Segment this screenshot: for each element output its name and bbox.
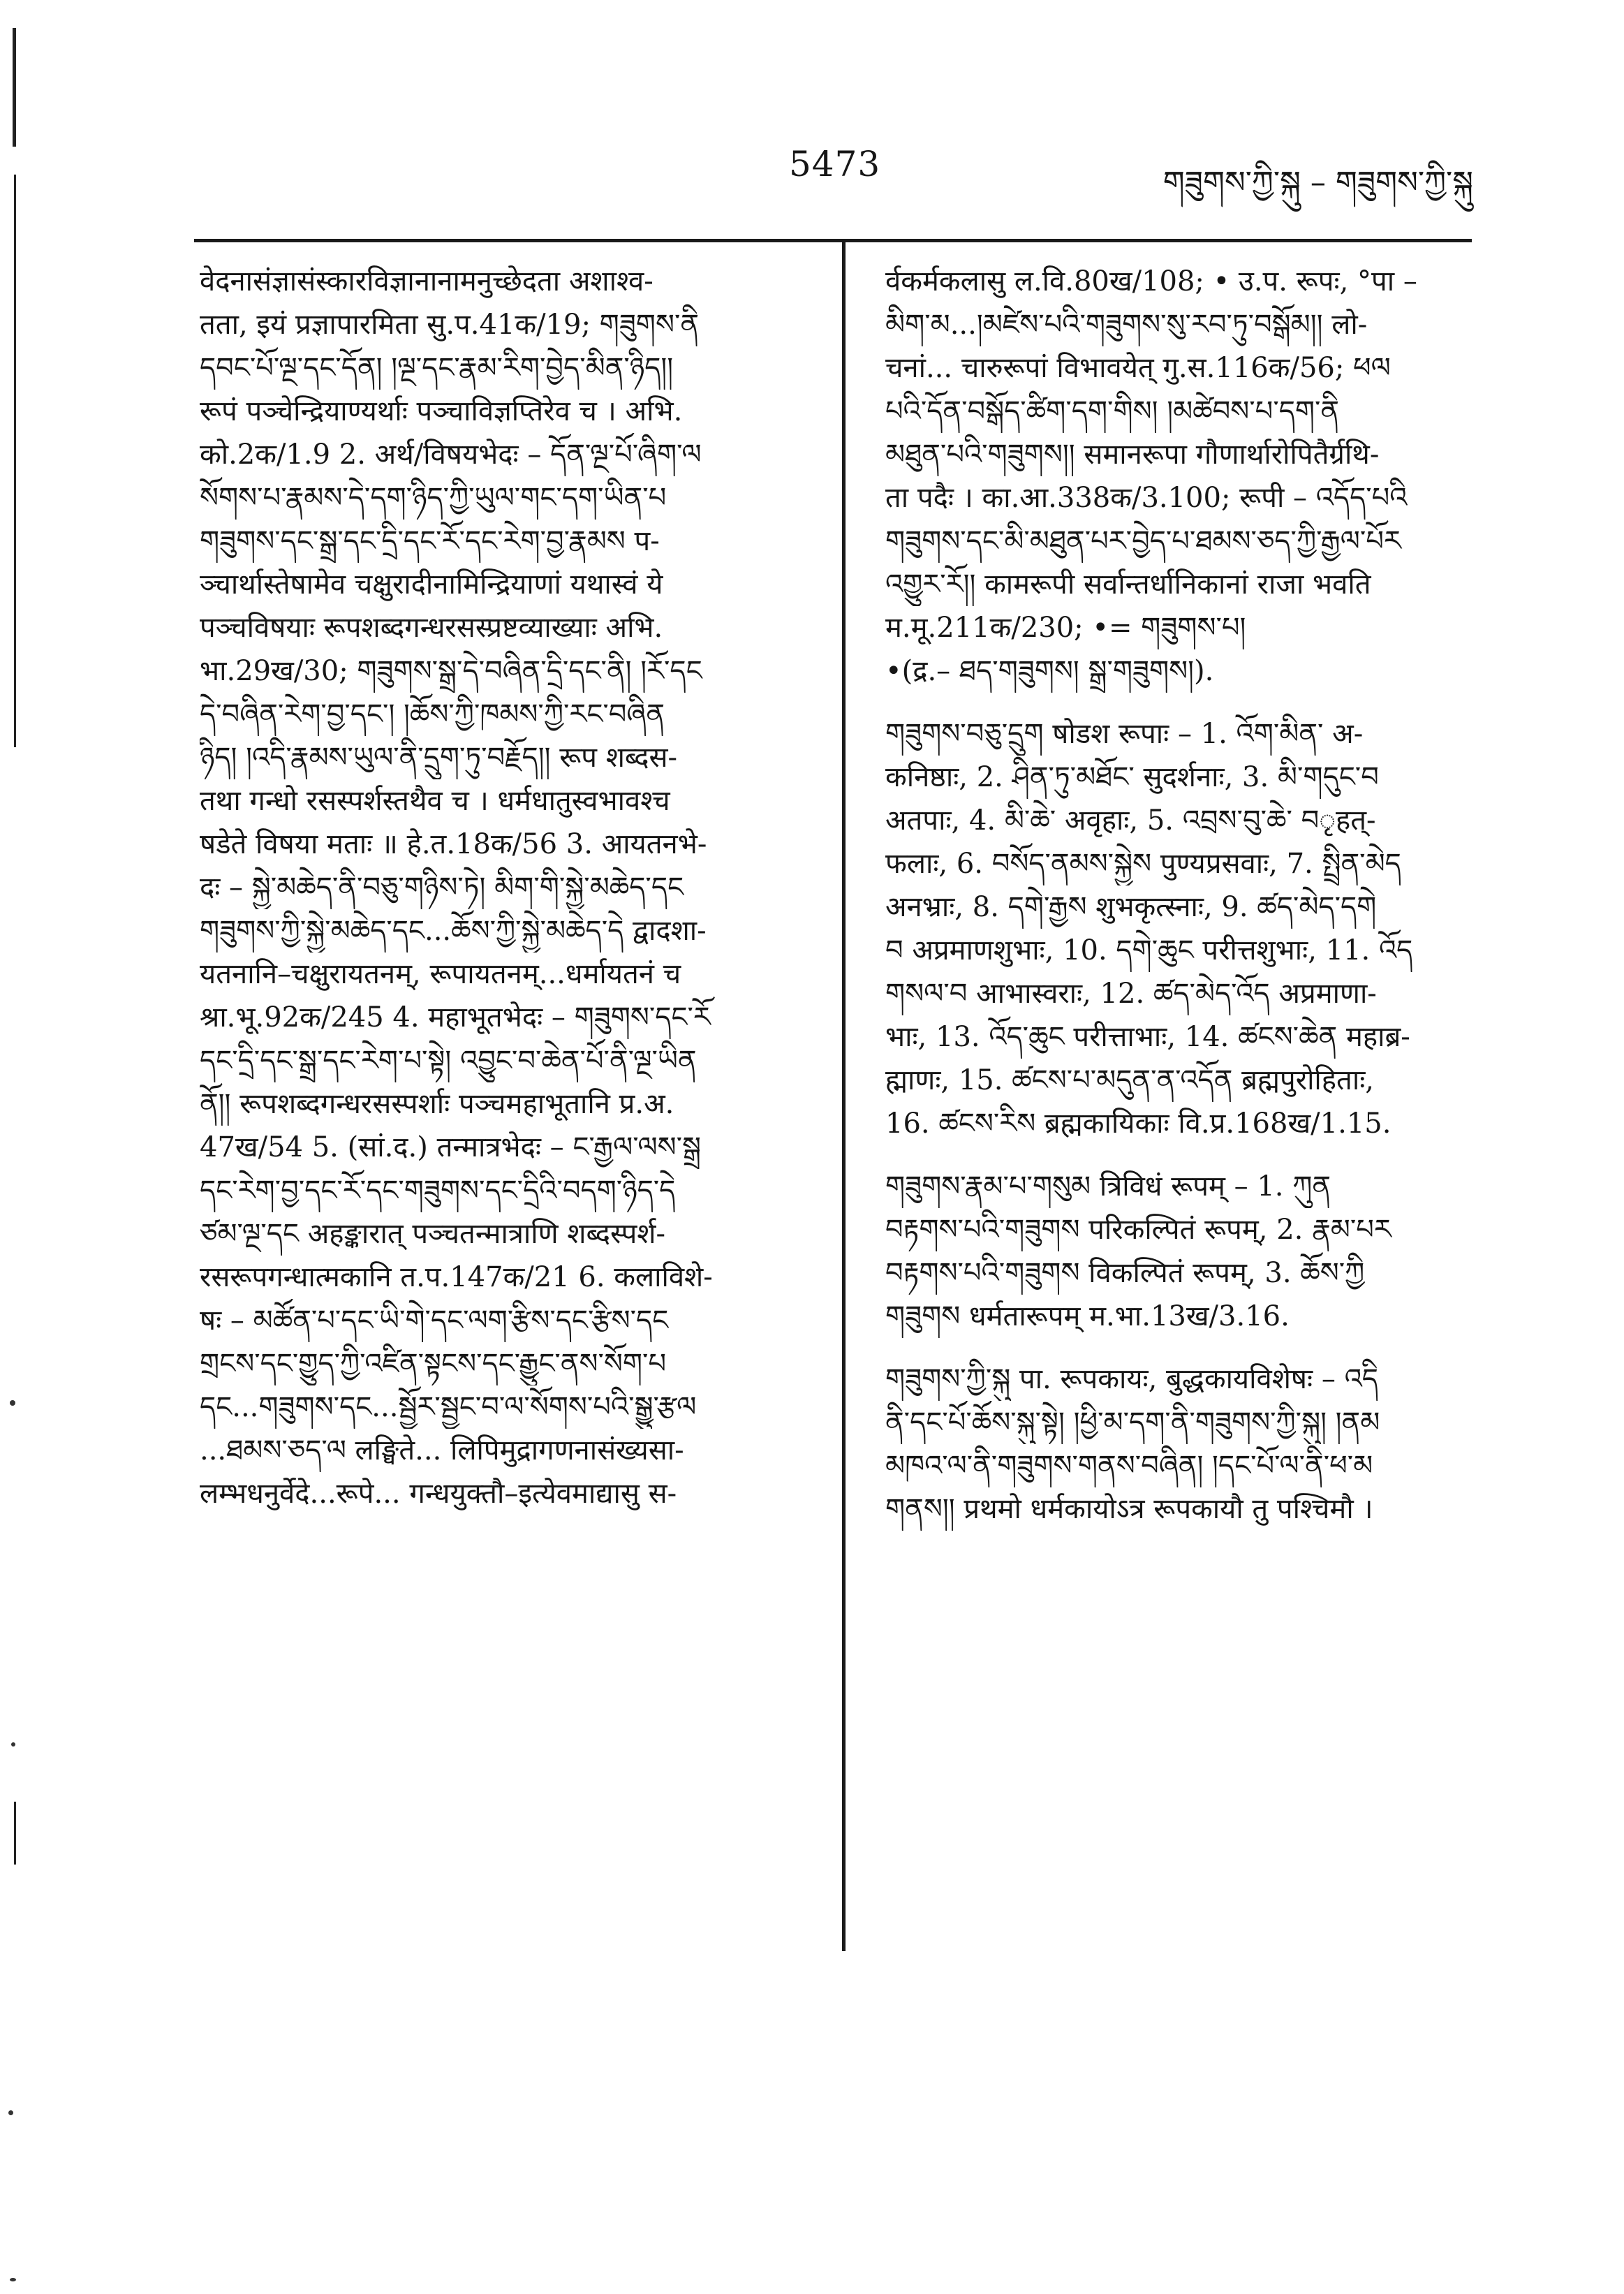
text-line: म.मू.211क/230; •= གཟུགས་པ། <box>885 612 1246 644</box>
text-line: གནས།། प्रथमो धर्मकायोऽत्र रूपकायौ तु पश्चिमौ । <box>885 1493 1373 1525</box>
column-divider <box>842 240 846 1951</box>
text-line: གཟུགས་དང་མི་མཐུན་པར་བྱེད་པ་ཐམས་ཅད་ཀྱི་རྒྱལ་པོར <box>885 525 1401 557</box>
text-line: ནོ།། रूपशब्दगन्धरसस्पर्शाः पञ्चमहाभूतानि प्र.अ. <box>200 1088 674 1120</box>
text-line: अतपाः, 4. མི་ཆེ་ अवृहाः, 5. འབྲས་བུ་ཆེ་ བृहत्- <box>885 804 1376 837</box>
entry-sixteen-forms <box>885 712 1477 1145</box>
text-line: रूपं पञ्चेन्द्रियाण्यर्थाः पञ्चाविज्ञप्तिरेव च । अभि. <box>200 395 683 427</box>
text-line: यतनानि–चक्षुरायतनम्, रूपायतनम्...धर्मायतनं च <box>200 958 681 990</box>
text-line: སོགས་པ་རྣམས་དེ་དག་ཉིད་ཀྱི་ཡུལ་གང་དག་ཡིན་པ <box>200 482 667 514</box>
text-line: रसरूपगन्धात्मकानि त.प.147क/21 6. कलाविशे- <box>200 1261 713 1293</box>
scan-speck <box>8 2110 13 2115</box>
text-line: ནི་དང་པོ་ཆོས་སྐུ་སྟེ། །ཕྱི་མ་དག་ནི་གཟུགས་ཀྱི་སྐུ། །ནམ <box>885 1406 1380 1439</box>
text-line: ...ཐམས་ཅད་ལ लङ्घिते... लिपिमुद्रागणनासंख्यसा- <box>200 1434 684 1466</box>
text-line: भाः, 13. འོད་ཆུང परीत्ताभाः, 14. ཚངས་ཆེན महाब्र- <box>885 1021 1410 1053</box>
text-line: དང་རེག་བྱ་དང་རོ་དང་གཟུགས་དང་དྲིའི་བདག་ཉིད་དེ <box>200 1175 676 1207</box>
scan-speck <box>10 2278 16 2281</box>
text-line: གཟུགས་ཀྱི་སྐུ पा. रूपकायः, बुद्धकायविशेषः – འདི <box>885 1363 1378 1395</box>
scan-edge-mark <box>14 1802 16 1865</box>
text-line: མཁའ་ལ་ནི་གཟུགས་གནས་བཞིན། །དང་པོ་ལ་ནི་ཕ་མ <box>885 1450 1373 1482</box>
text-line: མིག་མ...།མཛེས་པའི་གཟུགས་སུ་རབ་ཏུ་བསྒོམ།། लो- <box>885 309 1368 341</box>
text-line: ཉིད། །འདི་རྣམས་ཡུལ་ནི་དྲུག་ཏུ་བརྗོད།། रूप शब्दस- <box>200 742 678 774</box>
text-line: अनभ्राः, 8. དགེ་རྒྱས शुभकृत्स्नाः, 9. ཚད་མེད་དགེ <box>885 891 1377 923</box>
scan-edge-mark <box>14 175 16 747</box>
text-line: तता, इयं प्रज्ञापारमिता सु.प.41क/19; གཟུགས་ནི <box>200 309 700 341</box>
text-line: བ अप्रमाणशुभाः, 10. དགེ་ཆུང परीत्तशुभाः, 11. འོད <box>885 934 1413 966</box>
text-line: पञ्चविषयाः रूपशब्दगन्धरसस्प्रष्टव्याख्याः अभि. <box>200 612 663 644</box>
text-line: བརྟགས་པའི་གཟུགས विकल्पितं रूपम्, 3. ཆོས་ཀྱི <box>885 1257 1365 1289</box>
text-line: གསལ་བ आभास्वराः, 12. ཚད་མེད་འོད अप्रमाणा- <box>885 978 1377 1010</box>
text-line: དང...གཟུགས་དང...སྦྱོར་སྦྱང་བ་ལ་སོགས་པའི་སྒྱུ་རྩལ <box>200 1391 697 1423</box>
text-line: ह्माणः, 15. ཚངས་པ་མདུན་ན་འདོན ब्रह्मपुरोहिताः, <box>885 1064 1374 1096</box>
running-head: གཟུགས་ཀྱི་སྐུ – གཟུགས་ཀྱི་སྐུ <box>1162 165 1473 200</box>
text-line: श्रा.भू.92क/245 4. महाभूतभेदः – གཟུགས་དང་རོ <box>200 1001 711 1034</box>
text-line: दः – སྐྱེ་མཆེད་ནི་བཅུ་གཉིས་ཏེ། མིག་གི་སྐྱེ་མཆེད་དང <box>200 872 684 904</box>
entry-three-forms <box>885 1165 1477 1338</box>
text-line: གཟུགས་བཅུ་དྲུག षोडश रूपाः – 1. འོག་མིན་ अ- <box>885 718 1364 750</box>
scan-speck <box>10 1400 15 1406</box>
text-line: चनां... चारुरूपां विभावयेत् गु.स.116क/56; ཕལ <box>885 352 1391 384</box>
entry-continuation <box>885 260 1477 693</box>
text-line: པའི་དོན་བསྒོད་ཚིག་དག་གིས། །མཚེབས་པ་དག་ནི <box>885 395 1340 427</box>
page-number: 5473 <box>789 144 881 184</box>
text-line: फलाः, 6. བསོད་ནམས་སྐྱེས पुण्यप्रसवाः, 7. སྤྲིན་མེད <box>885 848 1401 880</box>
right-column <box>885 260 1477 1531</box>
text-line: 47ख/54 5. (सां.द.) तन्मात्रभेदः – ང་རྒྱལ་ལས་སྒྲ <box>200 1131 702 1163</box>
text-line: གཟུགས་རྣམ་པ་གསུམ त्रिविधं रूपम् – 1. ཀུན <box>885 1170 1331 1203</box>
text-line: 16. ཚངས་རིས ब्रह्मकायिकाः वि.प्र.168ख/1.15. <box>885 1108 1392 1140</box>
text-line: དེ་བཞིན་རེག་བྱ་དང་། །ཆོས་ཀྱི་ཁམས་ཀྱི་རང་བཞིན <box>200 698 665 730</box>
text-line: ता पदैः । का.आ.338क/3.100; रूपी – འདོད་པའི <box>885 482 1408 514</box>
text-line: को.2क/1.9 2. अर्थ/विषयभेदः – དོན་ལྔ་པོ་ཞིག་ལ <box>200 439 702 471</box>
text-line: भा.29ख/30; གཟུགས་སྒྲ་དེ་བཞིན་དྲི་དང་ནི། །རོ་དང <box>200 655 702 687</box>
text-line: མཐུན་པའི་གཟུགས།། समानरूपा गौणार्थारोपितैर्ग्रथि- <box>885 439 1380 471</box>
text-line: གཟུགས་ཀྱི་སྐྱེ་མཆེད་དང...ཆོས་ཀྱི་སྐྱེ་མཆེད་དེ द्वादशा- <box>200 915 707 947</box>
text-line: གཟུགས धर्मतारूपम् म.भा.13ख/3.16. <box>885 1300 1290 1332</box>
text-line: གཟུགས་དང་སྒྲ་དང་དྲི་དང་རོ་དང་རེག་བྱ་རྣམས प- <box>200 525 660 557</box>
text-line: लम्भधनुर्वेदे...रूपे... गन्धयुक्तौ–इत्येवमाद्यासु स- <box>200 1478 677 1510</box>
text-line: षडेते विषया मताः ॥ हे.त.18क/56 3. आयतनभे- <box>200 828 707 860</box>
text-line: གྲངས་དང་གྱུད་ཀྱི་འཛིན་སྟངས་དང་རྒྱུང་ནས་སོག་པ <box>200 1348 667 1380</box>
text-line: तथा गन्धो रसस्पर्शस्तथैव च । धर्मधातुस्वभावश्च <box>200 785 670 817</box>
text-line: དབང་པོ་ལྔ་དང་དོན། །ལྔ་དང་རྣམ་རིག་བྱེད་མིན་ཉིད།། <box>200 352 674 384</box>
entry-form-body <box>885 1358 1477 1531</box>
text-line: कनिष्ठाः, 2. ཤིན་ཏུ་མཐོང་ सुदर्शनाः, 3. མི་གདུང་བ <box>885 761 1379 793</box>
text-line: षः – མཚོན་པ་དང་ཡི་གེ་དང་ལག་རྩིས་དང་རྩིས་དང <box>200 1304 669 1337</box>
header-rule <box>194 239 1472 242</box>
text-line: བརྟགས་པའི་གཟུགས परिकल्पितं रूपम्, 2. རྣམ་པར <box>885 1214 1392 1246</box>
text-line: དང་དྲི་དང་སྒྲ་དང་རེག་པ་སྟེ། འབྱུང་བ་ཆེན་པོ་ནི་ལྔ་ཡིན <box>200 1045 697 1077</box>
left-column <box>200 260 828 1515</box>
text-line: र्वकर्मकलासु ल.वि.80ख/108; • उ.प. रूपः, °पा – <box>885 265 1417 297</box>
scan-speck <box>11 1742 15 1747</box>
text-line: वेदनासंज्ञासंस्कारविज्ञानानामनुच्छेदता अशाश्व- <box>200 265 654 297</box>
scan-edge-mark <box>13 28 16 147</box>
text-line: ཙམ་ལྔ་དང अहङ्कारात् पञ्चतन्मात्राणि शब्दस्पर्श- <box>200 1218 666 1250</box>
text-line: འགྱུར་རོ།། कामरूपी सर्वान्तर्धानिकानां राजा भवति <box>885 568 1371 601</box>
text-line: ञ्चार्थास्तेषामेव चक्षुरादीनामिन्द्रियाणां यथास्वं ये <box>200 568 663 601</box>
text-line: •(द्र.– ཐད་གཟུགས། སྒྲ་གཟུགས།). <box>885 655 1214 687</box>
